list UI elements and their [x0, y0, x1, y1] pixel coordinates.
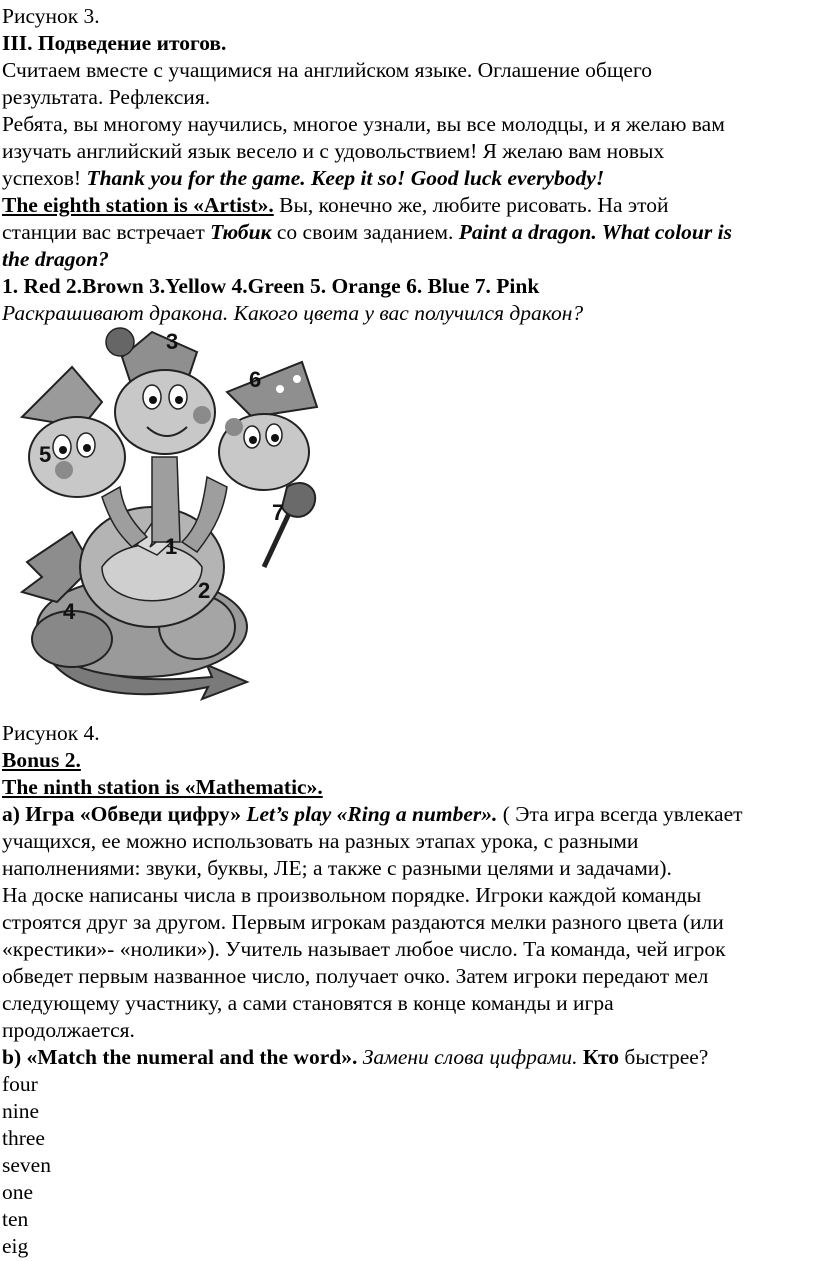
dragon-label-7: 7 [272, 500, 285, 525]
station-9-title: The ninth station is «Mathematic». [2, 775, 323, 799]
number-word: four [2, 1072, 38, 1096]
station-8-text-2a: станции вас встречает [2, 220, 211, 244]
game-a-english: Let’s play «Ring a number». [246, 802, 498, 826]
rules-line-6: продолжается. [2, 1018, 135, 1042]
dragon-label-5: 5 [39, 442, 52, 467]
figure-4-caption: Рисунок 4. [2, 721, 100, 745]
station-8-text-1: Вы, конечно же, любите рисовать. На этой [273, 193, 669, 217]
dragon-label-2: 2 [198, 578, 211, 603]
dragon-label-3: 3 [166, 329, 179, 354]
number-word: three [2, 1126, 45, 1150]
number-word: seven [2, 1153, 51, 1177]
bonus-title: Bonus 2. [2, 748, 81, 772]
rules-line-2: строятся друг за другом. Первым игрокам раздаются мелки разного цвета (или [2, 910, 724, 934]
colours-list: 1. Red 2.Brown 3.Yellow 4.Green 5. Orange 6. Blue 7. Pink [2, 274, 540, 298]
game-b-label: b) «Match the numeral and the word». [2, 1045, 358, 1069]
praise-lead: успехов! [2, 166, 87, 190]
station-8-text-2b: со своим заданием. [271, 220, 459, 244]
game-b-line [2, 1044, 816, 1071]
dragon-illustration [2, 327, 816, 720]
three-headed-dragon-image [2, 327, 342, 720]
game-a-desc-1: ( Эта игра всегда увлекает [497, 802, 743, 826]
station-8-line-2 [2, 219, 816, 246]
number-word: ten [2, 1207, 29, 1231]
rules-line-5: следующему участнику, а сами становятся в конце команды и игра [2, 991, 614, 1015]
dragon-label-1: 1 [165, 534, 178, 559]
station-8-character: Тюбик [210, 220, 272, 244]
game-a-label: a) Игра «Обведи цифру» [2, 802, 247, 826]
praise-line-2: изучать английский язык весело и с удовольствием! Я желаю вам новых [2, 139, 665, 163]
praise-line-1: Ребята, вы многому научились, многое узнали, вы все молодцы, и я желаю вам [2, 112, 725, 136]
rules-line-3: «крестики»- «нолики»). Учитель называет любое число. Та команда, чей игрок [2, 937, 726, 961]
summary-line-1: Считаем вместе с учащимися на английском языке. Оглашение общего [2, 58, 652, 82]
game-a-desc-3: наполнениями: звуки, буквы, ЛЕ; а также с разными целями и задачами). [2, 856, 672, 880]
number-word: eig [2, 1234, 29, 1258]
game-b-task: Замени слова цифрами. [357, 1045, 578, 1069]
summary-line-2: результата. Рефлексия. [2, 85, 211, 109]
game-b-who: Кто [577, 1045, 619, 1069]
dragon-label-4: 4 [63, 599, 76, 624]
station-8-task-a: Paint a dragon. What colour is [458, 220, 732, 244]
station-8-title: The eighth station is «Artist». [2, 193, 274, 217]
number-word: one [2, 1180, 34, 1204]
rules-line-1: На доске написаны числа в произвольном порядке. Игроки каждой команды [2, 883, 702, 907]
rules-line-4: обведет первым названное число, получает очко. Затем игроки передают мел [2, 964, 709, 988]
section-heading: III. Подведение итогов. [2, 31, 227, 55]
figure-3-caption: Рисунок 3. [2, 4, 100, 28]
station-8-task-b: the dragon? [2, 247, 109, 271]
station-8-line-1 [2, 192, 816, 219]
number-word: nine [2, 1099, 40, 1123]
praise-english: Thank you for the game. Keep it so! Good luck everybody! [86, 166, 605, 190]
praise-line-3 [2, 165, 816, 192]
paint-instruction: Раскрашивают дракона. Какого цвета у вас получился дракон? [2, 301, 584, 325]
dragon-label-6: 6 [249, 367, 262, 392]
game-a-desc-2: учащихся, ее можно использовать на разных этапах урока, с разными [2, 829, 639, 853]
game-b-rest: быстрее? [619, 1045, 709, 1069]
game-a-line-1 [2, 801, 816, 828]
